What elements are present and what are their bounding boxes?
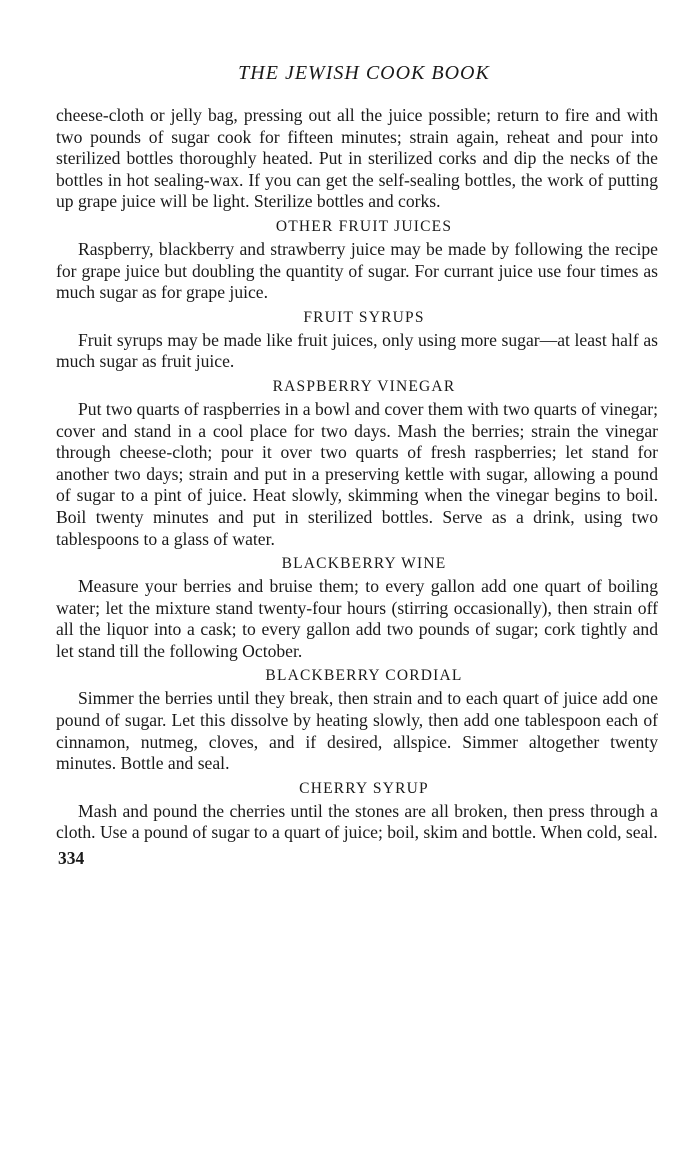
running-head: THE JEWISH COOK BOOK bbox=[238, 62, 490, 84]
raspberry-vinegar-text: Put two quarts of raspberries in a bowl and cover them with two quarts of vinegar; cover and stand in a cool place for two days. Mash the berries; strain the vinegar through cheese-cloth; pour it over two quarts of fresh raspberries; let stand for another two days; strain and put in a preserving kettle with sugar, allowing a pound of sugar to a pint of juice. Heat slowly, skimming when the vinegar begins to boil. Boil twenty minutes and put in sterilized bottles. Serve as a drink, using two tablespoons to a glass of water. bbox=[56, 398, 658, 549]
blackberry-cordial-text: Simmer the berries until they break, then strain and to each quart of juice add one pound of sugar. Let this dissolve by heating slowly, then add one tablespoon each of cinnamon, nutmeg, cloves, and if desired, allspice. Simmer altogether twenty minutes. Bottle and seal. bbox=[56, 688, 658, 774]
heading-raspberry-vinegar: RASPBERRY VINEGAR bbox=[272, 377, 456, 395]
page-number: 334 bbox=[58, 848, 85, 869]
heading-other-fruit-juices: OTHER FRUIT JUICES bbox=[275, 217, 453, 235]
other-fruit-juices-text: Raspberry, blackberry and strawberry juice may be made by following the recipe for grape juice but doubling the quantity of sugar. For currant juice use four times as much sugar as for grape juice. bbox=[56, 238, 658, 303]
grape-juice-continued-text: cheese-cloth or jelly bag, pressing out all the juice possible; return to fire and with two pounds of sugar cook for fifteen minutes; strain again, reheat and pour into sterilized bottles thoroughly heated. Put in sterilized corks and dip the necks of the bottles in hot sealing-wax. If you can get the self-sealing bottles, the work of putting up grape juice will be light. Sterilize bottles and corks. bbox=[56, 105, 658, 212]
blackberry-wine-text: Measure your berries and bruise them; to every gallon add one quart of boiling water; let the mixture stand twenty-four hours (stirring occasionally), then strain off all the liquor into a cask; to every gallon add two pounds of sugar; cork tightly and let stand till the following October. bbox=[56, 576, 658, 661]
heading-blackberry-wine: BLACKBERRY WINE bbox=[281, 555, 447, 573]
heading-blackberry-cordial: BLACKBERRY CORDIAL bbox=[265, 667, 463, 685]
heading-cherry-syrup: CHERRY SYRUP bbox=[299, 779, 429, 797]
cherry-syrup-text: Mash and pound the cherries until the stones are all broken, then press through a cloth. Use a pound of sugar to a quart of juice; boil, skim and bottle. When cold, seal. bbox=[56, 800, 658, 843]
fruit-syrups-text: Fruit syrups may be made like fruit juices, only using more sugar—at least half as much sugar as fruit juice. bbox=[56, 329, 658, 372]
heading-fruit-syrups: FRUIT SYRUPS bbox=[303, 308, 425, 326]
